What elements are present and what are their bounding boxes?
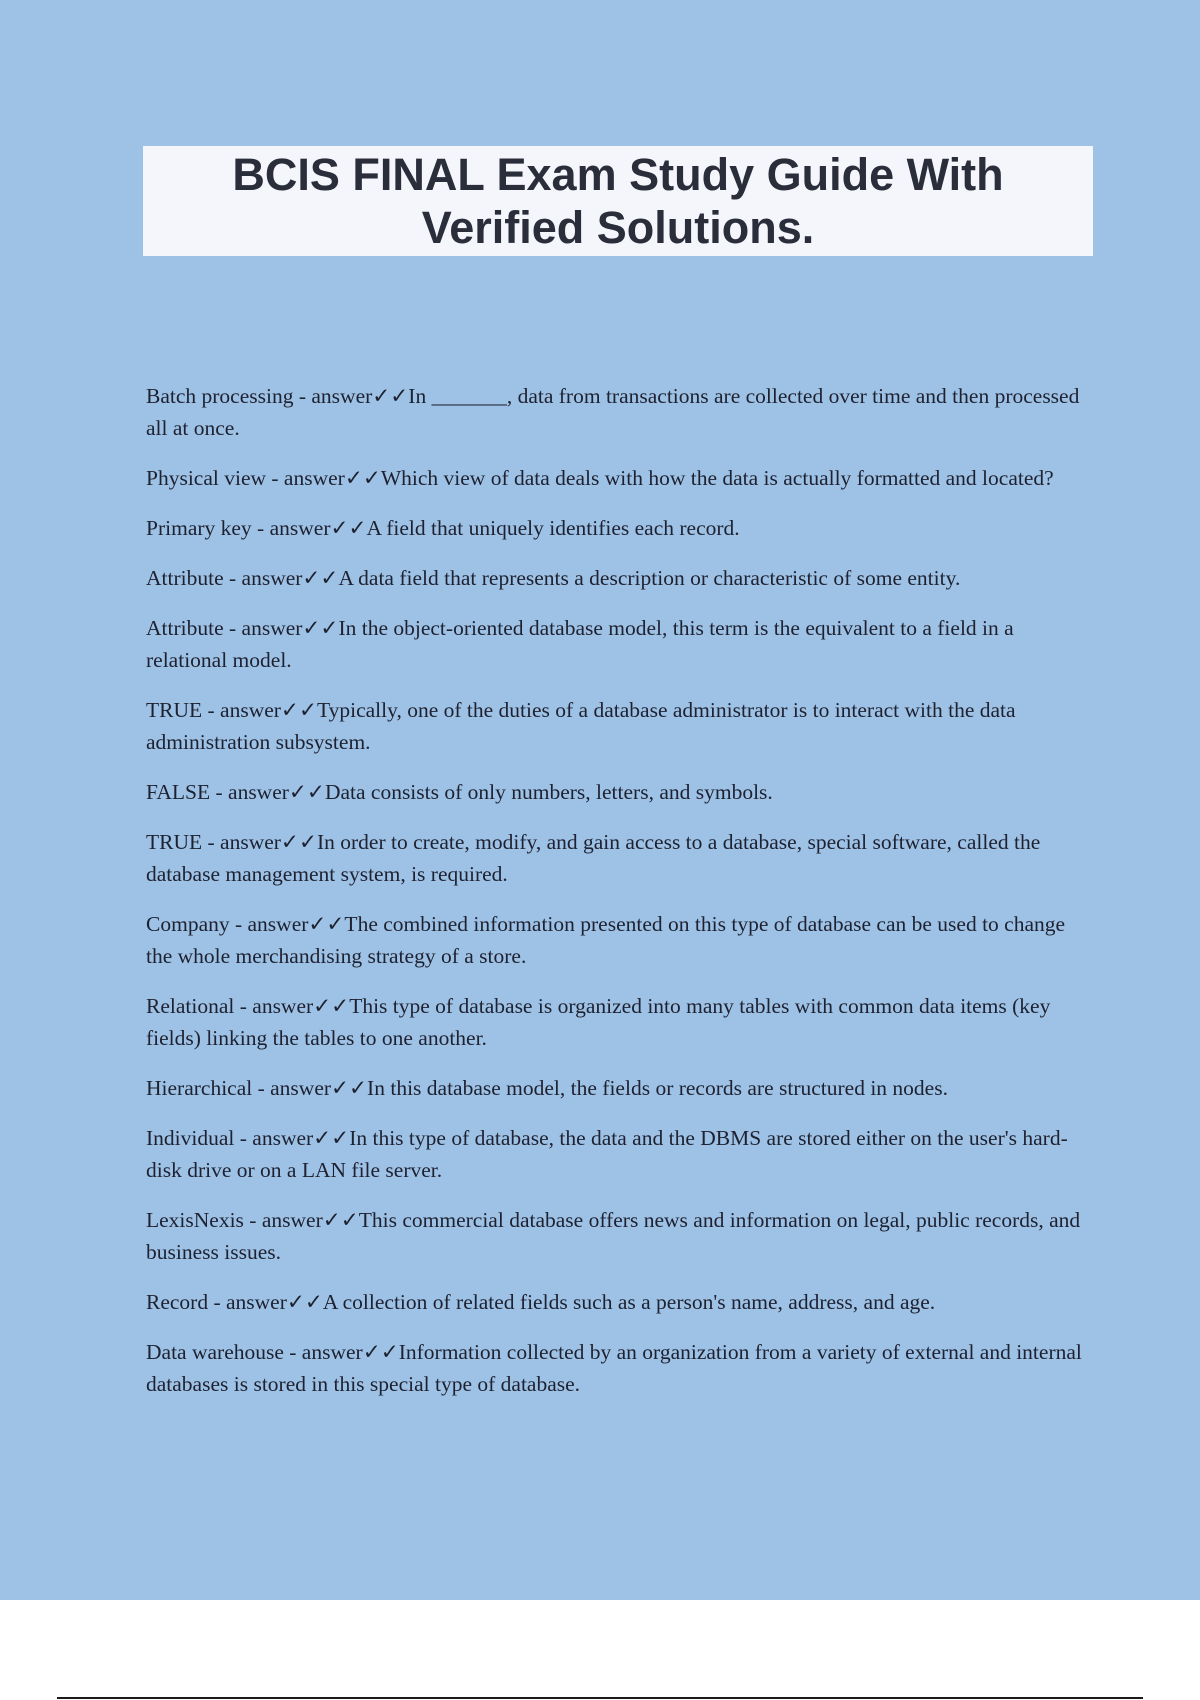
qa-item: Primary key - answer✓✓A field that uniquely identifies each record. — [146, 516, 740, 540]
qa-item: Batch processing - answer✓✓In _______, data from transactions are collected over time and then processed all at once. — [146, 384, 1080, 440]
document-title-line-1: BCIS FINAL Exam Study Guide With — [232, 149, 1004, 200]
qa-item: TRUE - answer✓✓In order to create, modify, and gain access to a database, special software, called the database management system, is required. — [146, 830, 1041, 886]
qa-item: FALSE - answer✓✓Data consists of only numbers, letters, and symbols. — [146, 780, 773, 804]
qa-item: TRUE - answer✓✓Typically, one of the duties of a database administrator is to interact with the data administration subsystem. — [146, 698, 1016, 754]
qa-item: LexisNexis - answer✓✓This commercial database offers news and information on legal, public records, and business issues. — [146, 1208, 1081, 1264]
qa-item: Hierarchical - answer✓✓In this database model, the fields or records are structured in nodes. — [146, 1076, 948, 1100]
qa-item: Individual - answer✓✓In this type of database, the data and the DBMS are stored either on the user's hard-disk drive or on a LAN file server. — [146, 1126, 1068, 1182]
qa-item: Attribute - answer✓✓In the object-oriented database model, this term is the equivalent to a field in a relational model. — [146, 616, 1014, 672]
qa-item: Record - answer✓✓A collection of related fields such as a person's name, address, and age. — [146, 1290, 936, 1314]
qa-list — [146, 380, 1091, 1418]
bottom-divider — [57, 1697, 1143, 1699]
document-title-line-2: Verified Solutions. — [421, 202, 815, 253]
qa-item: Company - answer✓✓The combined information presented on this type of database can be used to change the whole merchandising strategy of a store. — [146, 912, 1066, 968]
title-banner — [143, 146, 1093, 256]
qa-item: Physical view - answer✓✓Which view of data deals with how the data is actually formatted and located? — [146, 466, 1054, 490]
qa-item: Data warehouse - answer✓✓Information collected by an organization from a variety of external and internal databases is stored in this special type of database. — [146, 1340, 1082, 1396]
qa-item: Relational - answer✓✓This type of database is organized into many tables with common data items (key fields) linking the tables to one another. — [146, 994, 1051, 1050]
qa-item: Attribute - answer✓✓A data field that represents a description or characteristic of some entity. — [146, 566, 961, 590]
